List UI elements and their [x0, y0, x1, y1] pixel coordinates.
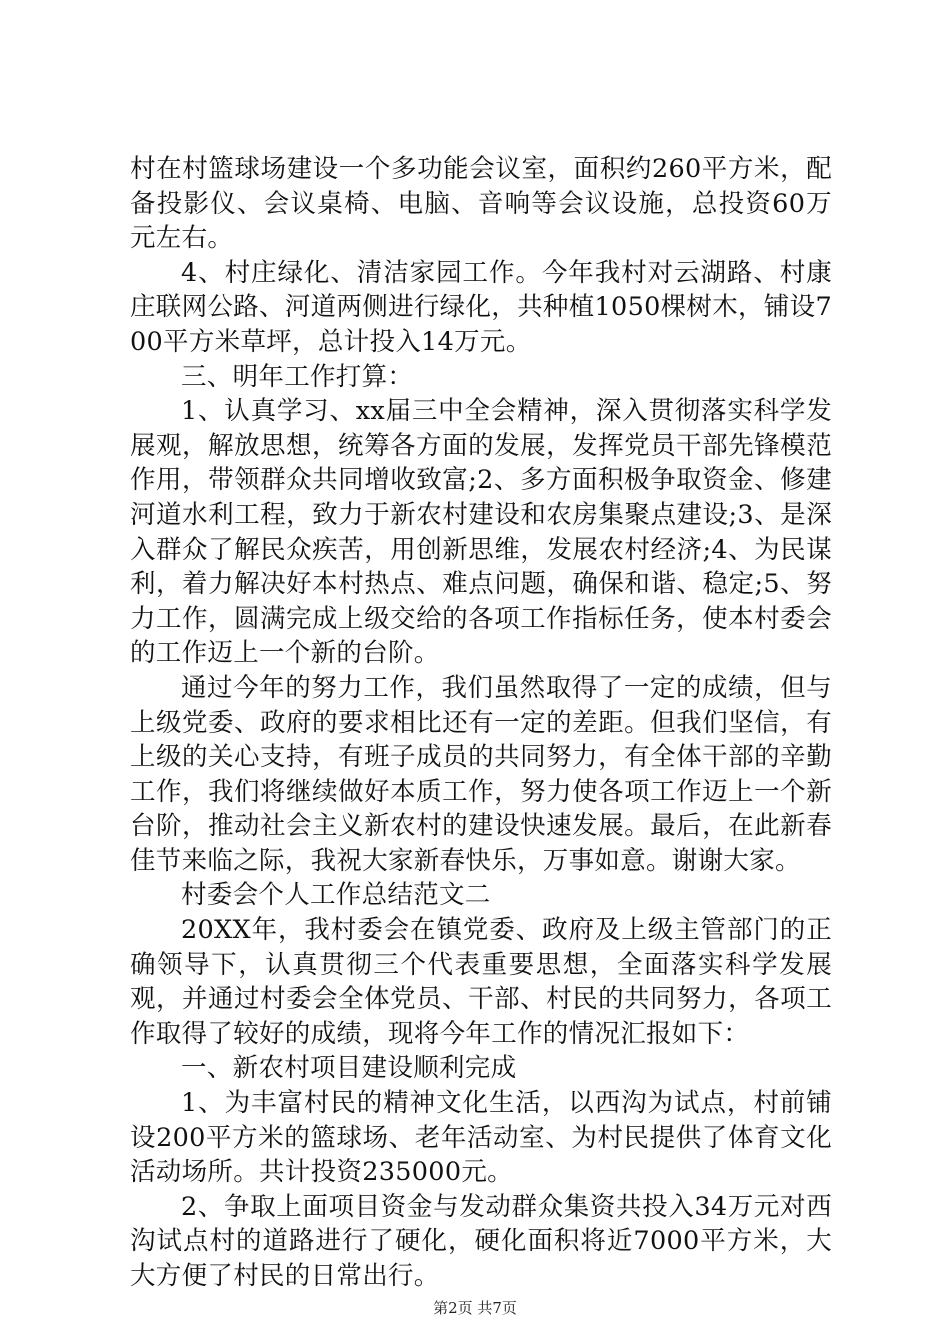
paragraph-4: 1、认真学习、xx届三中全会精神，深入贯彻落实科学发展观，解放思想，统筹各方面的发展，发挥党员干部先锋模范作用，带领群众共同增收致富;2、多方面积极争取资金、修建河道水利工程，致力于新农村建设和农房集聚点建设;3、是深入群众了解民众疾苦，用创新思维，发展农村经济;4、为民谋利，着力解决好本村热点、难点问题，确保和谐、稳定;5、努力工作，圆满完成上级交给的各项工作指标任务，使本村委会的工作迈上一个新的台阶。	[130, 396, 832, 669]
article-title-2: 村委会个人工作总结范文二	[181, 880, 491, 911]
paragraph-10: 2、争取上面项目资金与发动群众集资共投入34万元对西沟试点村的道路进行了硬化，硬化面积将近7000平方米，大大方便了村民的日常出行。	[130, 1191, 832, 1291]
document-body	[130, 152, 832, 1294]
paragraph-1: 村在村篮球场建设一个多功能会议室，面积约260平方米，配备投影仪、会议桌椅、电脑、音响等会议设施，总投资60万元左右。	[130, 154, 832, 254]
paragraph-5: 通过今年的努力工作，我们虽然取得了一定的成绩，但与上级党委、政府的要求相比还有一定的差距。但我们坚信，有上级的关心支持，有班子成员的共同努力，有全体干部的辛勤工作，我们将继续做好本质工作，努力使各项工作迈上一个新台阶，推动社会主义新农村的建设快速发展。最后，在此新春佳节来临之际，我祝大家新春快乐，万事如意。谢谢大家。	[130, 672, 832, 876]
page-footer: 第2页 共7页	[433, 1299, 517, 1317]
section-heading-1: 一、新农村项目建设顺利完成	[181, 1053, 517, 1084]
paragraph-9: 1、为丰富村民的精神文化生活，以西沟为试点，村前铺设200平方米的篮球场、老年活动室、为村民提供了体育文化活动场所。共计投资235000元。	[130, 1088, 832, 1188]
section-heading-3: 三、明年工作打算：	[181, 361, 414, 392]
paragraph-7: 20XX年，我村委会在镇党委、政府及上级主管部门的正确领导下，认真贯彻三个代表重要思想，全面落实科学发展观，并通过村委会全体党员、干部、村民的共同努力，各项工作取得了较好的成绩，现将今年工作的情况汇报如下：	[130, 915, 832, 1049]
paragraph-2: 4、村庄绿化、清洁家园工作。今年我村对云湖路、村康庄联网公路、河道两侧进行绿化，共种植1050棵树木，铺设700平方米草坪，总计投入14万元。	[130, 257, 832, 357]
